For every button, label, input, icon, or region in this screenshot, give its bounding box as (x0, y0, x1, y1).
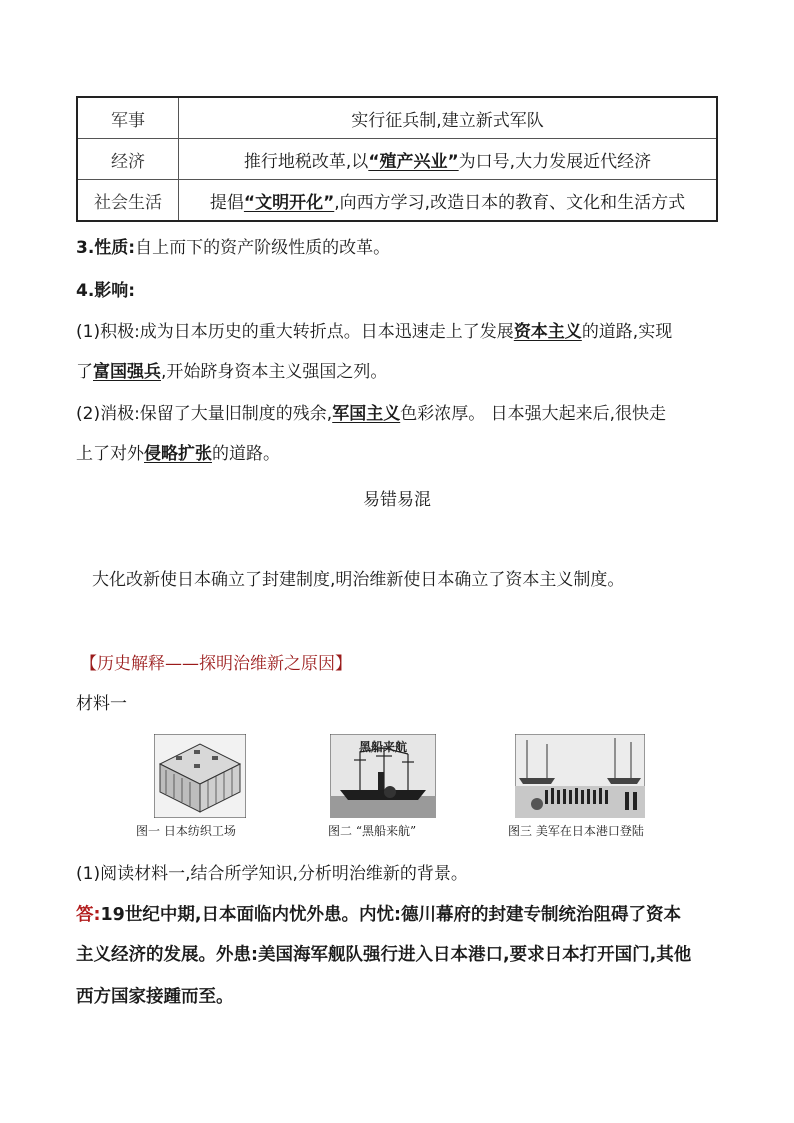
table-content (179, 139, 718, 180)
table-category: 社会生活 (77, 180, 179, 222)
table-content: 实行征兵制,建立新式军队 (179, 97, 718, 139)
text-segment: 的道路。 (212, 444, 280, 464)
text-segment: 提倡 (209, 192, 244, 213)
keyword-underlined: “殖产兴业” (368, 151, 459, 172)
table-category: 经济 (77, 139, 179, 180)
table-content (179, 180, 718, 222)
text-segment: 了 (76, 362, 93, 382)
impact-p2-line2 (76, 442, 280, 466)
nature-label: 3.性质: (76, 238, 136, 258)
factory-illustration-icon (154, 734, 246, 818)
text-segment: (1)积极:成为日本历史的重大转折点。日本迅速走上了发展 (76, 322, 514, 342)
nature-paragraph (76, 236, 390, 260)
table-row (77, 97, 717, 139)
text-segment: ,开始跻身资本主义强国之列。 (161, 362, 388, 382)
reform-table (76, 96, 718, 222)
text-segment: ,向西方学习,改造日本的教育、文化和生活方式 (334, 192, 686, 213)
table-row (77, 180, 717, 222)
table-row (77, 139, 717, 180)
impact-p1-line2 (76, 360, 387, 384)
answer-line2: 主义经济的发展。外患:美国海军舰队强行进入日本港口,要求日本打开国门,其他 (76, 945, 692, 965)
answer-line3: 西方国家接踵而至。 (76, 987, 234, 1007)
figure-caption: 图一 日本纺织工场 (136, 824, 236, 838)
keyword-underlined: “文明开化” (243, 192, 335, 213)
landing-illustration-icon (515, 734, 645, 818)
confusion-text: 大化改新使日本确立了封建制度,明治维新使日本确立了资本主义制度。 (92, 570, 625, 590)
impact-p2-line1 (76, 402, 666, 426)
keyword-underlined: 富国强兵 (93, 362, 161, 382)
section-title: 【历史解释——探明治维新之原因】 (80, 654, 352, 674)
answer-label: 答: (76, 905, 101, 925)
answer-text: 19世纪中期,日本面临内忧外患。内忧:德川幕府的封建专制统治阻碍了资本 (100, 905, 681, 925)
question-text: (1)阅读材料一,结合所学知识,分析明治维新的背景。 (76, 864, 468, 884)
text-segment: 推行地税改革,以 (243, 151, 369, 172)
nature-text: 自上而下的资产阶级性质的改革。 (135, 238, 391, 258)
figure-caption: 图二 “黑船来航” (328, 824, 417, 838)
keyword-underlined: 军国主义 (332, 404, 401, 424)
impact-heading: 4.影响: (76, 281, 136, 301)
figure-landing (515, 734, 645, 818)
figure-black-ship (330, 734, 436, 818)
material-label: 材料一 (76, 694, 127, 714)
keyword-underlined: 侵略扩张 (144, 444, 212, 464)
figure-caption: 图三 美军在日本港口登陆 (508, 824, 644, 838)
keyword-underlined: 资本主义 (513, 322, 582, 342)
text-segment: 色彩浓厚。 日本强大起来后,很快走 (400, 404, 667, 424)
impact-p1-line1 (76, 320, 672, 344)
text-segment: 为口号,大力发展近代经济 (458, 151, 652, 172)
ship-image-title: 黑船来航 (358, 740, 407, 754)
text-segment: (2)消极:保留了大量旧制度的残余, (76, 404, 333, 424)
text-segment: 上了对外 (76, 444, 144, 464)
figure-factory (154, 734, 246, 818)
answer-line1 (76, 903, 681, 927)
confusion-heading: 易错易混 (363, 490, 431, 510)
table-category: 军事 (77, 97, 179, 139)
text-segment: 的道路,实现 (581, 322, 673, 342)
